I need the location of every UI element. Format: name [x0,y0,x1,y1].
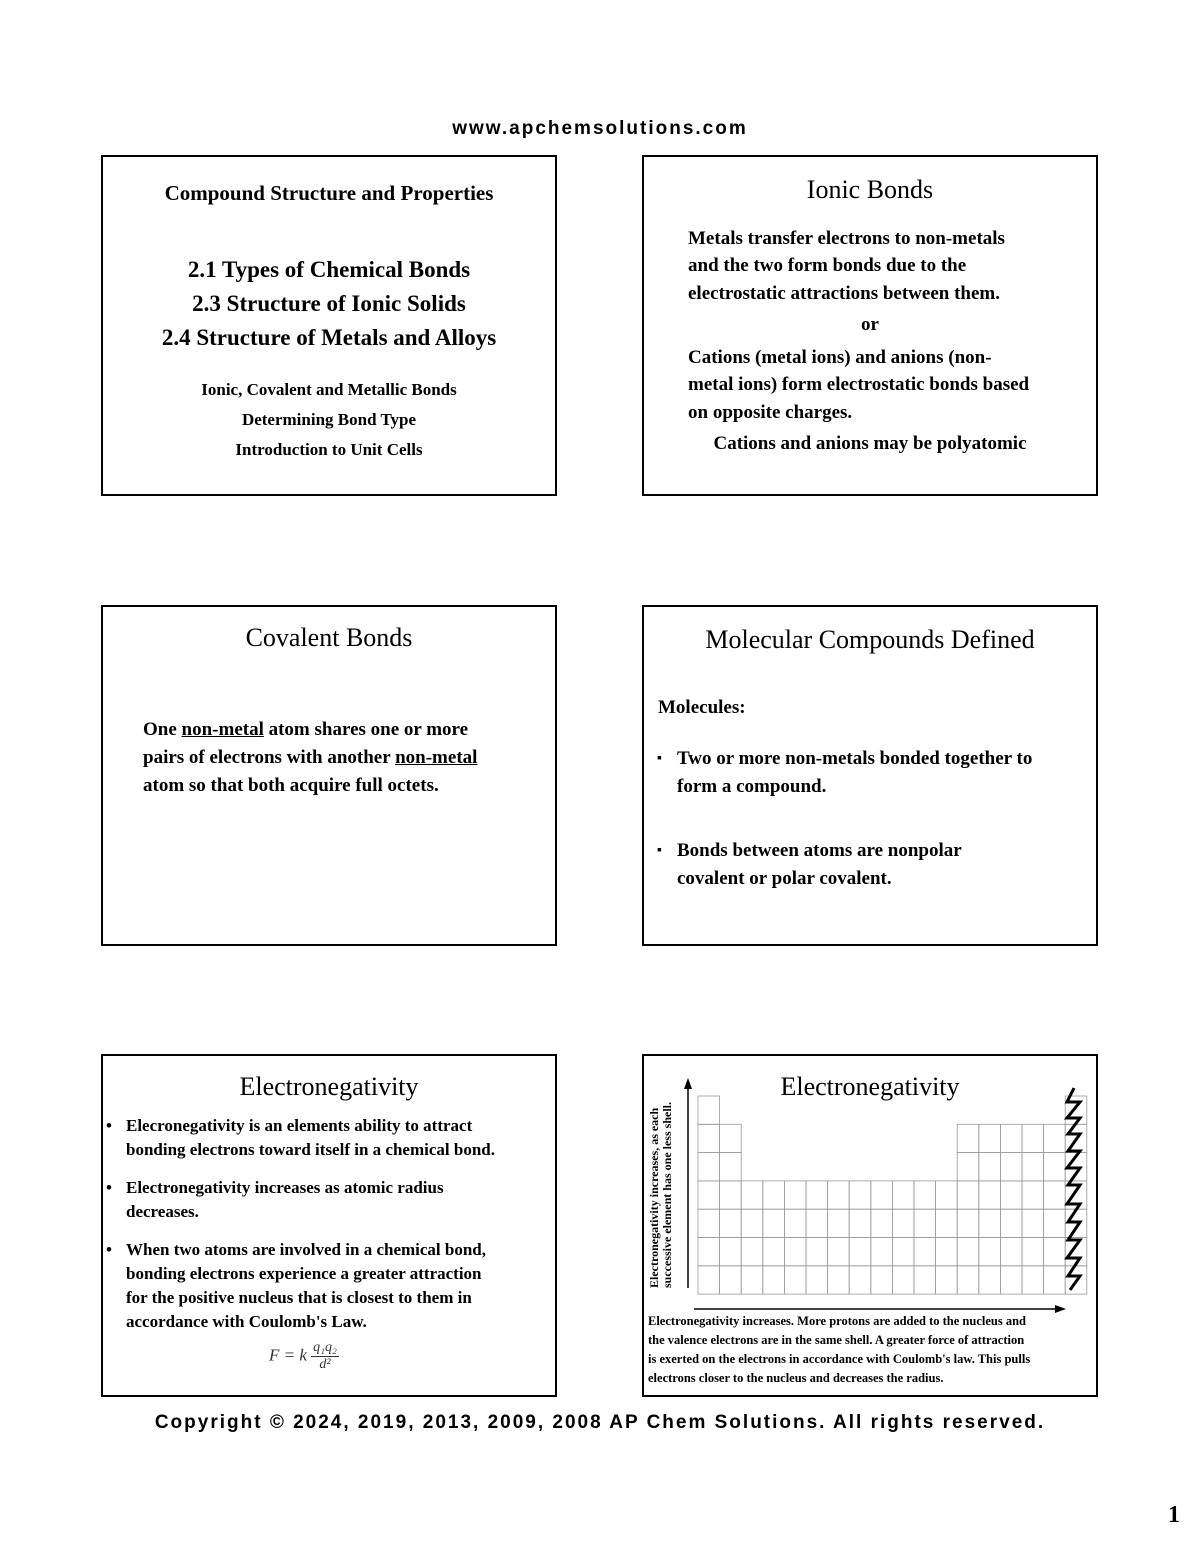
or-separator: or [861,314,879,335]
slide-title: Compound Structure and Properties [164,181,494,205]
element-cell [698,1096,720,1124]
element-cell [1022,1266,1044,1294]
element-cell [1022,1238,1044,1266]
element-cell [1000,1153,1022,1181]
subheading: Molecules: [658,697,746,718]
bullet-item [106,1114,495,1162]
bullet-item [657,837,962,893]
element-cell [720,1238,742,1266]
element-cell [784,1238,806,1266]
bullet-line: Electronegativity increases as atomic radius [126,1178,444,1197]
bullet-line: covalent or polar covalent. [677,868,892,889]
element-cell [1000,1124,1022,1152]
element-cell [871,1238,893,1266]
page-header-url: www.apchemsolutions.com [452,118,748,139]
element-cell [1022,1181,1044,1209]
element-cell [849,1181,871,1209]
text-span: One [143,719,182,740]
element-cell [979,1181,1001,1209]
bullet-line: Two or more non-metals bonded together to [677,748,1033,769]
bullet-line: bonding electrons experience a greater attraction [126,1264,482,1283]
element-cell [979,1209,1001,1237]
element-cell [957,1181,979,1209]
element-cell [957,1124,979,1152]
slide-title-compound-structure [101,155,557,496]
element-cell [871,1181,893,1209]
element-cell [828,1238,850,1266]
bullet-item [657,745,1032,801]
element-cell [979,1266,1001,1294]
element-cell [849,1266,871,1294]
element-cell [828,1209,850,1237]
bullet-line: accordance with Coulomb's Law. [126,1312,367,1331]
element-cell [892,1266,914,1294]
element-cell [1022,1153,1044,1181]
element-cell [763,1181,785,1209]
square-bullet-icon: ▪ [657,751,662,766]
element-cell [892,1209,914,1237]
text-line [143,716,468,744]
caption-line: Electronegativity increases. More protons are added to the nucleus and [648,1314,1026,1328]
element-cell [763,1209,785,1237]
element-cell [892,1238,914,1266]
text-line: atom so that both acquire full octets. [143,775,439,796]
bullet-line: Elecronegativity is an elements ability to attract [126,1116,473,1135]
element-cell [741,1209,763,1237]
square-bullet-icon: ▪ [657,843,662,858]
element-cell [784,1209,806,1237]
axis-label-line: successive element has one less shell. [660,1102,674,1288]
section-heading: 2.3 Structure of Ionic Solids [192,291,466,316]
element-cell [936,1266,958,1294]
element-cell [892,1181,914,1209]
element-cell [698,1238,720,1266]
note-line: Cations and anions may be polyatomic [713,433,1027,454]
caption-line: the valence electrons are in the same shell. A greater force of attraction [648,1333,1025,1347]
element-cell [720,1266,742,1294]
element-cell [871,1266,893,1294]
element-cell [957,1153,979,1181]
element-cell [957,1238,979,1266]
element-cell [849,1209,871,1237]
element-cell [828,1266,850,1294]
page-number: 1 [1168,1502,1180,1528]
round-bullet-icon: • [106,1116,112,1135]
slide-covalent-bonds [101,605,557,946]
bullet-item [106,1176,444,1224]
element-cell [1044,1266,1066,1294]
element-cell [806,1266,828,1294]
element-cell [914,1209,936,1237]
element-cell [936,1209,958,1237]
element-cell [806,1209,828,1237]
element-cell [720,1124,742,1152]
bullet-line: decreases. [126,1202,199,1221]
element-cell [1000,1181,1022,1209]
slide-title: Electronegativity [780,1072,960,1101]
element-cell [741,1266,763,1294]
element-cell [1044,1153,1066,1181]
element-cell [698,1153,720,1181]
element-cell [1000,1209,1022,1237]
element-cell [1044,1124,1066,1152]
element-cell [741,1181,763,1209]
round-bullet-icon: • [106,1240,112,1259]
element-cell [763,1238,785,1266]
round-bullet-icon: • [106,1178,112,1197]
slide-title: Ionic Bonds [806,175,934,204]
element-cell [914,1181,936,1209]
slide-title: Molecular Compounds Defined [705,625,1035,654]
arrow-up-icon [684,1078,692,1089]
topic-line: Determining Bond Type [241,410,417,429]
bullet-line: Bonds between atoms are nonpolar [677,840,962,861]
topic-line: Introduction to Unit Cells [235,440,423,459]
element-cell [720,1153,742,1181]
element-cell [698,1266,720,1294]
element-cell [1000,1238,1022,1266]
element-cell [828,1181,850,1209]
slide-title: Covalent Bonds [245,623,413,652]
element-cell [1022,1124,1044,1152]
element-cell [784,1266,806,1294]
element-cell [698,1124,720,1152]
electron-shell-zigzag [1067,1088,1080,1290]
underlined-term: non-metal [395,747,478,768]
element-cell [957,1209,979,1237]
formula-denominator: d² [319,1357,331,1372]
formula-lhs: F = k [269,1345,307,1365]
bullet-line: When two atoms are involved in a chemical bond, [126,1240,487,1259]
text-line [143,744,477,772]
caption-line: electrons closer to the nucleus and decreases the radius. [648,1371,944,1385]
underlined-term: non-metal [181,719,264,740]
element-cell [871,1209,893,1237]
text-line: Metals transfer electrons to non-metals [688,228,1005,249]
element-cell [1000,1266,1022,1294]
element-cell [741,1238,763,1266]
element-cell [957,1266,979,1294]
bullet-item [106,1238,486,1334]
element-cell [936,1238,958,1266]
element-cell [849,1238,871,1266]
periodic-table-grid [698,1096,1087,1294]
element-cell [806,1238,828,1266]
element-cell [784,1181,806,1209]
caption-line: is exerted on the electrons in accordance with Coulomb's law. This pulls [648,1352,1031,1366]
slide-ionic-bonds [642,155,1098,496]
element-cell [914,1266,936,1294]
section-heading: 2.4 Structure of Metals and Alloys [161,325,497,350]
topic-line: Ionic, Covalent and Metallic Bonds [201,380,457,399]
element-cell [1044,1209,1066,1237]
text-span: atom shares one or more [263,719,469,740]
element-cell [806,1181,828,1209]
copyright-footer: Copyright © 2024, 2019, 2013, 2009, 2008 AP Chem Solutions. All rights reserved. [154,1412,1046,1433]
text-line: Cations (metal ions) and anions (non- [688,347,992,368]
slide-molecular-compounds [642,605,1098,946]
bullet-line: for the positive nucleus that is closest to them in [126,1288,472,1307]
coulomb-law-formula [269,1340,339,1373]
formula-fraction [311,1340,339,1373]
slide-electronegativity-diagram [642,1054,1098,1397]
element-cell [698,1181,720,1209]
element-cell [979,1124,1001,1152]
element-cell [1044,1181,1066,1209]
slide-electronegativity-text [101,1054,557,1397]
element-cell [914,1238,936,1266]
arrow-right-icon [1055,1305,1066,1313]
text-span: pairs of electrons with another [143,747,396,768]
text-line: electrostatic attractions between them. [688,283,1000,304]
element-cell [720,1209,742,1237]
element-cell [763,1266,785,1294]
text-line: metal ions) form electrostatic bonds based [688,374,1030,395]
text-line: and the two form bonds due to the [688,255,967,276]
bullet-line: form a compound. [677,776,827,797]
element-cell [720,1181,742,1209]
bullet-line: bonding electrons toward itself in a chemical bond. [126,1140,495,1159]
formula-numerator: q₁q₂ [313,1340,337,1355]
element-cell [1044,1238,1066,1266]
element-cell [979,1238,1001,1266]
element-cell [979,1153,1001,1181]
element-cell [1022,1209,1044,1237]
slide-title: Electronegativity [239,1072,419,1101]
text-line: on opposite charges. [688,402,853,423]
element-cell [936,1181,958,1209]
axis-label-line: Electronegativity increases, as each [647,1107,661,1288]
section-heading: 2.1 Types of Chemical Bonds [187,257,471,282]
element-cell [698,1209,720,1237]
